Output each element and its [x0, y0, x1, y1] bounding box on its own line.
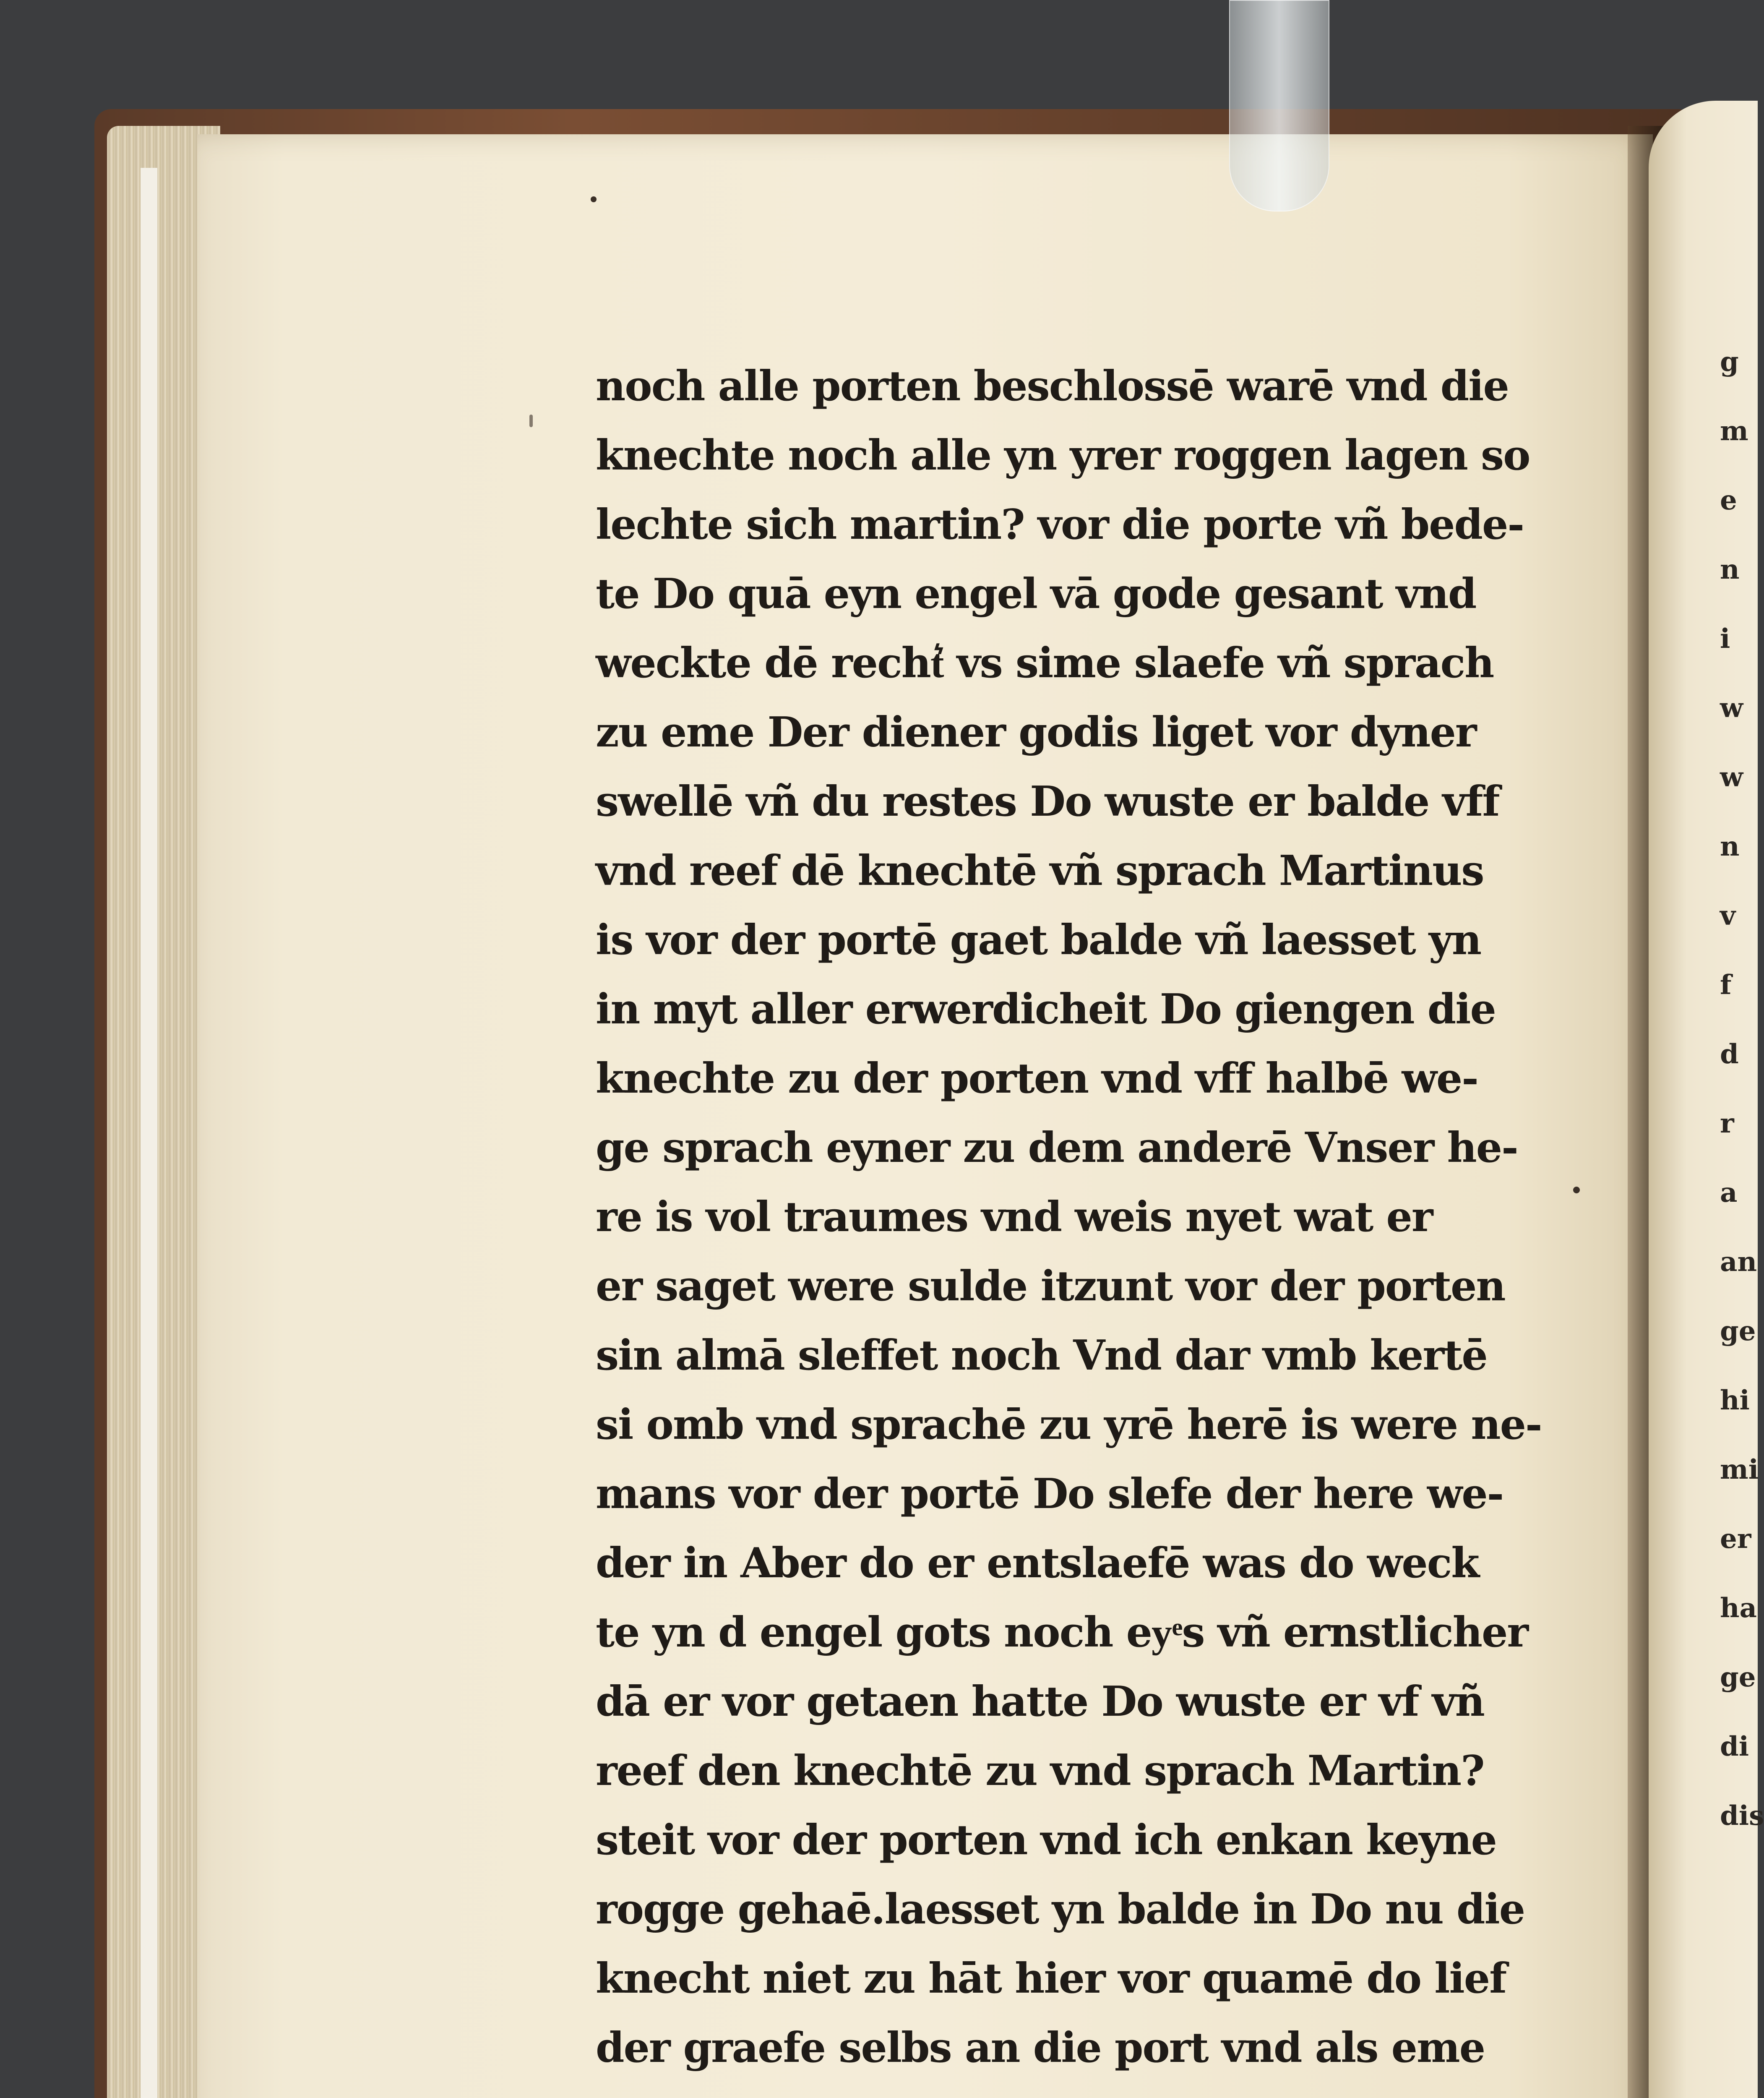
text-line: steit vor der porten vnd ich enkan keyne — [596, 1816, 1496, 1864]
text-line: knechte zu der porten vnd vff halbē we- — [596, 1054, 1478, 1103]
facing-page-fragment: v — [1720, 900, 1736, 932]
text-line: is vor der portē gaet balde vñ laesset yn — [596, 916, 1481, 964]
text-line: dā er vor getaen hatte Do wuste er vf vñ — [596, 1678, 1484, 1726]
text-line: in myt aller erwerdicheit Do giengen die — [596, 985, 1496, 1033]
facing-page-fragment: mi — [1720, 1454, 1759, 1485]
facing-page-fragment: w — [1720, 762, 1743, 793]
facing-page-fragment: w — [1720, 692, 1743, 724]
text-line: reef den knechtē zu vnd sprach Martin? — [596, 1747, 1484, 1795]
text-line: der in Aber do er entslaefē was do weck — [596, 1539, 1479, 1587]
text-line: te yn d engel gots noch eyͤs vñ ernstlicher — [596, 1608, 1528, 1657]
facing-page-fragment: n — [1720, 554, 1740, 585]
facing-page-fragment: ge — [1720, 1315, 1756, 1347]
text-line: der graefe selbs an die port vnd als eme — [596, 2024, 1485, 2072]
text-line: er saget were sulde itzunt vor der porten — [596, 1262, 1505, 1310]
text-line: mans vor der portē Do slefe der here we- — [596, 1470, 1503, 1518]
ink-speck — [1573, 1187, 1580, 1193]
facing-page-fragment: a — [1720, 1177, 1738, 1208]
facing-page-text-fragments — [1720, 327, 1764, 1850]
page-clip-top — [1229, 0, 1329, 211]
text-line: re is vol traumes vnd weis nyet wat er — [596, 1193, 1433, 1241]
facing-page-fragment: i — [1720, 623, 1730, 655]
text-line: zu eme Der diener godis liget vor dyner — [596, 708, 1476, 757]
facing-page-fragment: f — [1720, 969, 1732, 1001]
facing-page-fragment: er — [1720, 1523, 1751, 1555]
facing-page-fragment: m — [1720, 415, 1748, 447]
facing-page-fragment: r — [1720, 1108, 1734, 1139]
facing-page-fragment: g — [1720, 346, 1739, 378]
facing-page-fragment: an — [1720, 1246, 1757, 1278]
text-line: si omb vnd sprachē zu yrē herē is were ne- — [596, 1401, 1542, 1449]
text-line: weckte dē recht͛ vs sime slaefe vñ sprach — [596, 639, 1494, 687]
text-line: lechte sich martin? vor die porte vñ bede- — [596, 501, 1524, 549]
text-line: noch alle porten beschlossē warē vnd die — [596, 362, 1509, 410]
text-line: vnd reef dē knechtē vñ sprach Martinus — [596, 847, 1484, 895]
ink-speck — [529, 415, 533, 427]
facing-page-fragment: ha — [1720, 1592, 1757, 1624]
text-line: knecht niet zu hāt hier vor quamē do lief — [596, 1954, 1506, 2003]
text-line: te Do quā eyn engel vā gode gesant vnd — [596, 570, 1476, 618]
facing-page-fragment: ge — [1720, 1662, 1756, 1693]
text-line: sin almā sleffet noch Vnd dar vmb kertē — [596, 1331, 1487, 1380]
text-line: knechte noch alle yn yrer roggen lagen so — [596, 431, 1530, 480]
ink-speck — [591, 196, 597, 202]
text-line: ge sprach eyner zu dem anderē Vnser he- — [596, 1124, 1518, 1172]
text-line: swellē vñ du restes Do wuste er balde vff — [596, 778, 1499, 826]
main-text-block — [596, 352, 1542, 2082]
facing-page-fragment: dis — [1720, 1800, 1764, 1832]
facing-page-fragment: hi — [1720, 1385, 1750, 1416]
page-edge-highlight — [141, 168, 157, 2098]
facing-page-fragment: di — [1720, 1731, 1749, 1762]
facing-page-fragment: d — [1720, 1039, 1739, 1070]
facing-page-fragment: n — [1720, 831, 1740, 862]
facing-page-fragment: e — [1720, 485, 1737, 516]
text-line: rogge gehaē.laesset yn balde in Do nu die — [596, 1885, 1525, 1934]
